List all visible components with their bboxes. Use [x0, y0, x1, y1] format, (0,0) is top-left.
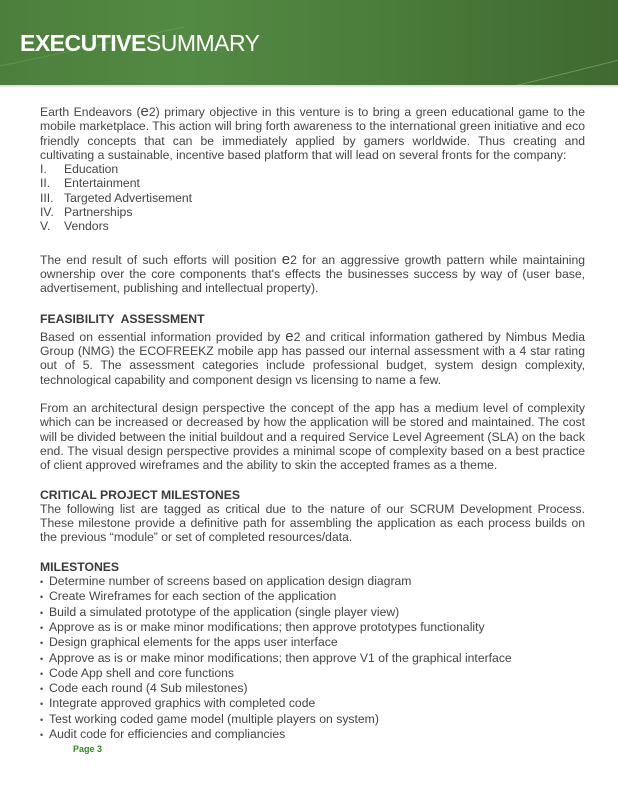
intro-text-end: 2) primary objective in this venture is to bring a green educational game to the mobile marketplace. This action will bring forth awareness to the international green initiative and eco friendly concepts that can be immediately applied by gamers worldwide. Thus creating and cultivating a sustainable, incentive based platform that will lead on several fronts for the company:: [40, 105, 585, 162]
list-item: [40, 666, 585, 681]
list-item: [40, 605, 585, 620]
header-divider: [0, 85, 618, 87]
list-item: [40, 727, 585, 742]
list-label: Entertainment: [64, 176, 140, 191]
list-number: I.: [40, 162, 47, 177]
list-item: [40, 620, 585, 635]
feasibility-paragraph-2: From an architectural design perspective the concept of the app has a medium level of complexity which can be increased or decreased by how the application will be stored and maintained. The cost will be divided between the initial buildout and a required Service Level Agreement (SLA) on the back end. The visual design perspective provides a minimal scope of complexity based on a best practice of client approved wireframes and the ability to skin the accepted frames as a theme.: [40, 401, 585, 473]
bullet-icon: •: [40, 607, 44, 618]
header-banner: [0, 0, 618, 85]
milestone-label: Design graphical elements for the apps user interface: [49, 635, 338, 650]
milestone-label: Build a simulated prototype of the application (single player view): [49, 604, 400, 619]
list-item: [40, 574, 585, 589]
milestone-label: Code each round (4 Sub milestones): [49, 681, 248, 696]
list-label: Partnerships: [64, 205, 133, 220]
list-number: III.: [40, 190, 54, 205]
list-item: [40, 712, 585, 727]
critical-milestones-heading: CRITICAL PROJECT MILESTONES: [40, 487, 240, 502]
bullet-icon: •: [40, 699, 44, 710]
milestone-label: Integrate approved graphics with completed code: [49, 696, 316, 711]
end-result-text-end: 2 for an aggressive growth pattern while maintaining ownership over the core components that's effects the businesses success by way of (user base, advertisement, publishing and intellectual property).: [40, 252, 586, 296]
spacer: [40, 387, 585, 401]
bullet-icon: •: [40, 592, 44, 603]
list-number: IV.: [40, 205, 54, 220]
e2-logo: e: [140, 103, 149, 120]
intro-text-start: Earth Endeavors (: [40, 105, 141, 119]
critical-milestones-paragraph: The following list are tagged as critical due to the nature of our SCRUM Development Process. These milestone provide a definitive path for assembling the application as each process builds on the previous “module” or set of completed resources/data.: [40, 501, 585, 545]
e2-logo: e: [285, 327, 294, 345]
end-result-paragraph: [40, 250, 586, 296]
milestone-label: Test working coded game model (multiple players on system): [49, 711, 379, 726]
milestone-label: Audit code for efficiencies and compliancies: [49, 726, 286, 741]
list-number: V.: [40, 219, 51, 234]
feasibility-paragraph-1: [40, 327, 585, 387]
list-number: II.: [40, 176, 51, 191]
milestone-label: Approve as is or make minor modifications; then approve V1 of the graphical interface: [49, 650, 512, 665]
bullet-icon: •: [40, 622, 44, 633]
fronts-list: [40, 162, 585, 233]
spacer: [40, 296, 585, 312]
page-number: Page 3: [73, 744, 103, 754]
milestones-list: [40, 574, 585, 742]
bullet-icon: •: [40, 577, 44, 588]
e2-logo: e: [281, 250, 291, 268]
list-item: [40, 696, 585, 711]
list-label: Education: [64, 162, 119, 177]
document-body: [40, 105, 585, 742]
bullet-icon: •: [40, 729, 44, 740]
milestone-label: Code App shell and core functions: [49, 665, 234, 680]
list-item: [40, 205, 585, 219]
feasibility-text-end: 2 and critical information gathered by Nimbus Media Group (NMG) the ECOFREEKZ mobile app has passed our internal assessment with a 4 star rating out of 5. The assessment categories include professional budget, system design complexity, technological capability and component design vs licensing to name a few.: [40, 329, 585, 387]
feasibility-text-start: Based on essential information provided by: [40, 329, 286, 344]
title-light: SUMMARY: [145, 30, 260, 56]
end-result-text-start: The end result of such efforts will position: [40, 252, 282, 267]
list-item: [40, 176, 585, 190]
list-item: [40, 589, 585, 604]
bullet-icon: •: [40, 684, 44, 695]
bullet-icon: •: [40, 638, 44, 649]
list-item: [40, 681, 585, 696]
bullet-icon: •: [40, 668, 44, 679]
page-title: [20, 30, 260, 57]
feasibility-heading: FEASIBILITY ASSESSMENT: [40, 311, 205, 326]
list-item: [40, 191, 585, 205]
bullet-icon: •: [40, 653, 44, 664]
list-label: Targeted Advertisement: [64, 190, 193, 205]
intro-paragraph: [40, 105, 585, 162]
list-item: [40, 635, 585, 650]
list-item: [40, 651, 585, 666]
milestone-label: Create Wireframes for each section of the application: [49, 589, 337, 604]
milestone-label: Determine number of screens based on application design diagram: [49, 574, 412, 589]
spacer: [40, 234, 585, 253]
list-item: [40, 162, 585, 176]
list-item: [40, 219, 585, 233]
title-bold: EXECUTIVE: [20, 30, 146, 56]
spacer: [40, 473, 585, 488]
milestones-heading: MILESTONES: [40, 559, 120, 574]
list-label: Vendors: [64, 219, 109, 234]
spacer: [40, 545, 585, 560]
bullet-icon: •: [40, 714, 44, 725]
milestone-label: Approve as is or make minor modifications; then approve prototypes functionality: [49, 619, 485, 634]
